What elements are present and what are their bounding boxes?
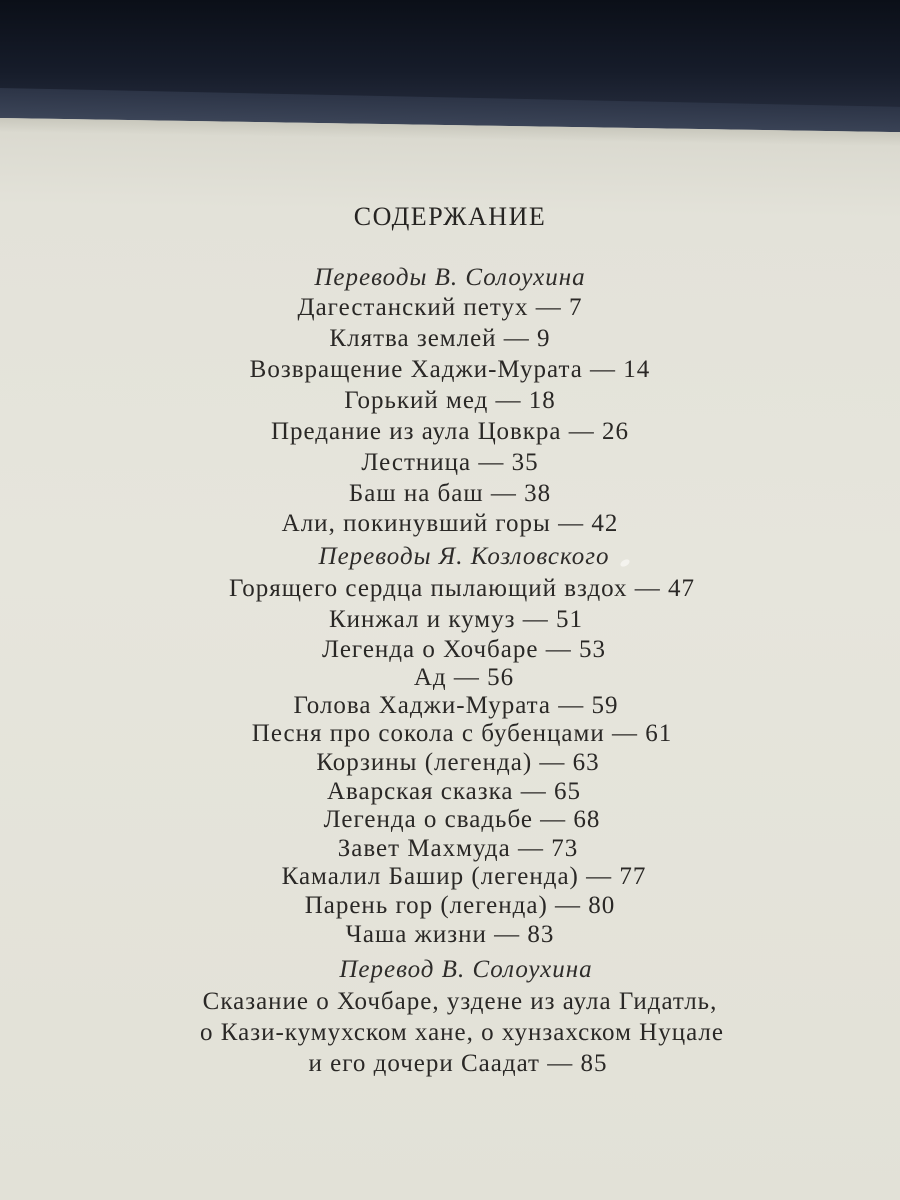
toc-entry: Лестница — 35	[361, 449, 539, 476]
toc-entry: Ад — 56	[413, 664, 515, 691]
toc-title: СОДЕРЖАНИЕ	[353, 202, 547, 231]
toc-entry: Сказание о Хочбаре, уздене из аула Гидатль,	[202, 988, 718, 1015]
toc-entry: Камалил Башир (легенда) — 77	[281, 863, 647, 890]
toc-entry: Завет Махмуда — 73	[337, 835, 579, 862]
section-heading-soloukhin-2: Перевод В. Солоухина	[339, 956, 593, 983]
toc-entry: Клятва землей — 9	[329, 325, 551, 352]
toc-entry: о Кази-кумухском хане, о хунзахском Нуцале	[200, 1019, 724, 1046]
toc-entry: Кинжал и кумуз — 51	[328, 606, 584, 633]
toc-entry: Чаша жизни — 83	[345, 921, 555, 948]
toc-entry: Корзины (легенда) — 63	[316, 749, 600, 776]
section-heading-soloukhin: Переводы В. Солоухина	[314, 264, 586, 291]
section-heading-kozlovsky: Переводы Я. Козловского	[318, 543, 610, 570]
toc-entry: Песня про сокола с бубенцами — 61	[251, 720, 673, 747]
toc-entry: Легенда о Хочбаре — 53	[322, 636, 606, 663]
toc-entry: Али, покинувший горы — 42	[281, 510, 619, 537]
toc-entry: Горящего сердца пылающий вздох — 47	[228, 575, 696, 602]
toc-entry: Парень гор (легенда) — 80	[304, 892, 616, 919]
toc-entry: Легенда о свадьбе — 68	[323, 806, 601, 833]
toc-entry: Предание из аула Цовкра — 26	[270, 418, 630, 445]
toc-entry: Аварская сказка — 65	[326, 778, 582, 805]
toc-entry: Возвращение Хаджи-Мурата — 14	[249, 356, 651, 383]
toc-entry: Дагестанский петух — 7	[297, 294, 583, 321]
toc-entry: Горький мед — 18	[344, 387, 556, 414]
toc-entry: и его дочери Саадат — 85	[308, 1050, 608, 1077]
toc-entry: Голова Хаджи-Мурата — 59	[293, 692, 619, 719]
toc-entry: Баш на баш — 38	[348, 480, 552, 507]
